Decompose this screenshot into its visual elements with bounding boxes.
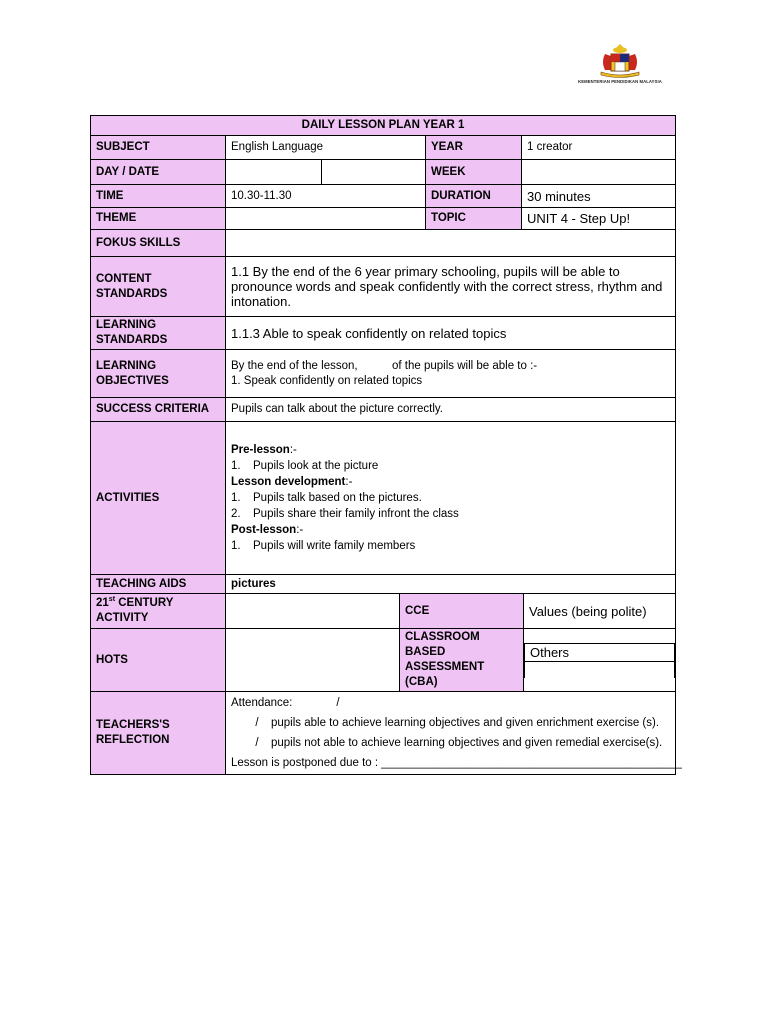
dev-item-text: Pupils share their family infront the class — [253, 508, 459, 520]
pre-lesson-suffix: :- — [289, 444, 297, 456]
time-label: TIME — [91, 185, 226, 208]
post-lesson-item — [231, 538, 670, 554]
attendance-label: Attendance: — [231, 697, 293, 709]
duration-label: DURATION — [426, 185, 522, 208]
reflection-value[interactable] — [226, 692, 682, 775]
post-lesson-suffix: :- — [296, 524, 304, 536]
not-achieve-text: pupils not able to achieve learning objectives and given remedial exercise(s). — [271, 737, 663, 749]
logo-caption: KEMENTERIAN PENDIDIKAN MALAYSIA — [578, 79, 662, 84]
century-label-sup: st — [108, 596, 116, 604]
success-criteria-value[interactable]: Pupils can talk about the picture correctly. — [226, 398, 676, 422]
hots-cba-row — [91, 629, 676, 692]
lesson-development-suffix: :- — [345, 476, 353, 488]
pre-lesson-title: Pre-lesson — [231, 444, 290, 456]
cba-values — [524, 643, 675, 678]
activities-label: ACTIVITIES — [91, 422, 226, 575]
day-value[interactable] — [226, 160, 322, 185]
dev-item-number: 1. — [231, 492, 241, 504]
pre-lesson-item — [231, 458, 670, 474]
focus-skills-row — [91, 230, 676, 257]
lesson-plan-table — [90, 115, 682, 775]
topic-value[interactable]: UNIT 4 - Step Up! — [522, 208, 676, 230]
focus-skills-label: FOKUS SKILLS — [91, 230, 226, 257]
teaching-aids-value[interactable]: pictures — [226, 575, 676, 594]
focus-skills-value[interactable] — [226, 230, 676, 257]
lesson-development-heading — [231, 474, 670, 490]
success-criteria-row — [91, 398, 676, 422]
century-activity-value[interactable] — [226, 594, 400, 629]
hots-label: HOTS — [91, 629, 226, 692]
year-value[interactable]: 1 creator — [522, 136, 676, 160]
success-criteria-label: SUCCESS CRITERIA — [91, 398, 226, 422]
century-activity-label — [91, 594, 226, 629]
learning-objectives-label: LEARNING OBJECTIVES — [91, 350, 226, 398]
development-item — [231, 490, 670, 506]
learning-standards-value[interactable]: 1.1.3 Able to speak confidently on related topics — [226, 317, 676, 350]
plan-title: DAILY LESSON PLAN YEAR 1 — [91, 116, 676, 136]
activities-value[interactable] — [226, 422, 676, 575]
coat-of-arms-icon — [595, 44, 645, 78]
dev-item-text: Pupils talk based on the pictures. — [253, 492, 422, 504]
hots-value[interactable] — [226, 629, 400, 692]
pre-lesson-heading — [231, 442, 670, 458]
objectives-intro — [231, 359, 670, 374]
learning-standards-label: LEARNING STANDARDS — [91, 317, 226, 350]
lesson-development-title: Lesson development — [231, 476, 346, 488]
week-label: WEEK — [426, 160, 522, 185]
theme-label: THEME — [91, 208, 226, 230]
header-row — [91, 116, 676, 136]
achieve-line — [231, 713, 670, 733]
year-label: YEAR — [426, 136, 522, 160]
cba-label: CLASSROOM BASED ASSESSMENT (CBA) — [400, 629, 524, 692]
subject-value[interactable]: English Language — [226, 136, 426, 160]
cba-value[interactable]: Others — [525, 643, 675, 661]
post-lesson-heading — [231, 522, 670, 538]
subject-row — [91, 136, 676, 160]
activities-row — [91, 422, 676, 575]
century-cce-row — [91, 594, 676, 629]
topic-label: TOPIC — [426, 208, 522, 230]
theme-value[interactable] — [226, 208, 426, 230]
century-label-text: CENTURY ACTIVITY — [96, 597, 174, 624]
time-row — [91, 185, 676, 208]
achieve-slash: / — [255, 717, 259, 729]
theme-row — [91, 208, 676, 230]
not-achieve-slash: / — [255, 737, 259, 749]
duration-value[interactable]: 30 minutes — [522, 185, 676, 208]
cba-value-cell — [524, 629, 676, 692]
learning-standards-row — [91, 317, 676, 350]
date-value[interactable] — [322, 160, 426, 185]
pre-item-number: 1. — [231, 460, 241, 472]
development-item — [231, 506, 670, 522]
not-achieve-line — [231, 733, 670, 753]
post-item-text: Pupils will write family members — [253, 540, 416, 552]
time-value[interactable]: 10.30-11.30 — [226, 185, 426, 208]
subject-label: SUBJECT — [91, 136, 226, 160]
objective-text: Speak confidently on related topics — [243, 374, 423, 387]
pre-item-text: Pupils look at the picture — [253, 460, 379, 472]
content-standards-value[interactable]: 1.1 By the end of the 6 year primary schooling, pupils will be able to pronounce words and speak confidently with the correct stress, rhythm and intonation. — [226, 257, 676, 317]
achieve-text: pupils able to achieve learning objectives and given enrichment exercise (s). — [271, 717, 660, 729]
learning-objectives-value[interactable] — [226, 350, 676, 398]
teaching-aids-row — [91, 575, 676, 594]
objectives-intro-b: of the pupils will be able to :- — [392, 359, 538, 372]
attendance-line — [231, 693, 670, 713]
cba-value-secondary[interactable] — [525, 661, 675, 678]
objective-item — [231, 374, 670, 389]
content-standards-label: CONTENT STANDARDS — [91, 257, 226, 317]
postponed-line: Lesson is postponed due to : _______________________________________________ — [231, 757, 682, 769]
dev-item-number: 2. — [231, 508, 241, 520]
objective-number: 1. — [231, 374, 241, 387]
cce-value[interactable]: Values (being polite) — [524, 594, 676, 629]
week-value[interactable] — [522, 160, 676, 185]
cce-label: CCE — [400, 594, 524, 629]
ministry-logo — [566, 44, 674, 88]
day-date-label: DAY / DATE — [91, 160, 226, 185]
post-item-number: 1. — [231, 540, 241, 552]
day-date-row — [91, 160, 676, 185]
reflection-label: TEACHERS'S REFLECTION — [91, 692, 226, 775]
attendance-slash: / — [336, 697, 340, 709]
teaching-aids-label: TEACHING AIDS — [91, 575, 226, 594]
objectives-intro-a: By the end of the lesson, — [231, 359, 358, 372]
reflection-row — [91, 692, 676, 775]
post-lesson-title: Post-lesson — [231, 524, 297, 536]
century-label-number: 21 — [96, 597, 109, 609]
content-standards-row — [91, 257, 676, 317]
learning-objectives-row — [91, 350, 676, 398]
